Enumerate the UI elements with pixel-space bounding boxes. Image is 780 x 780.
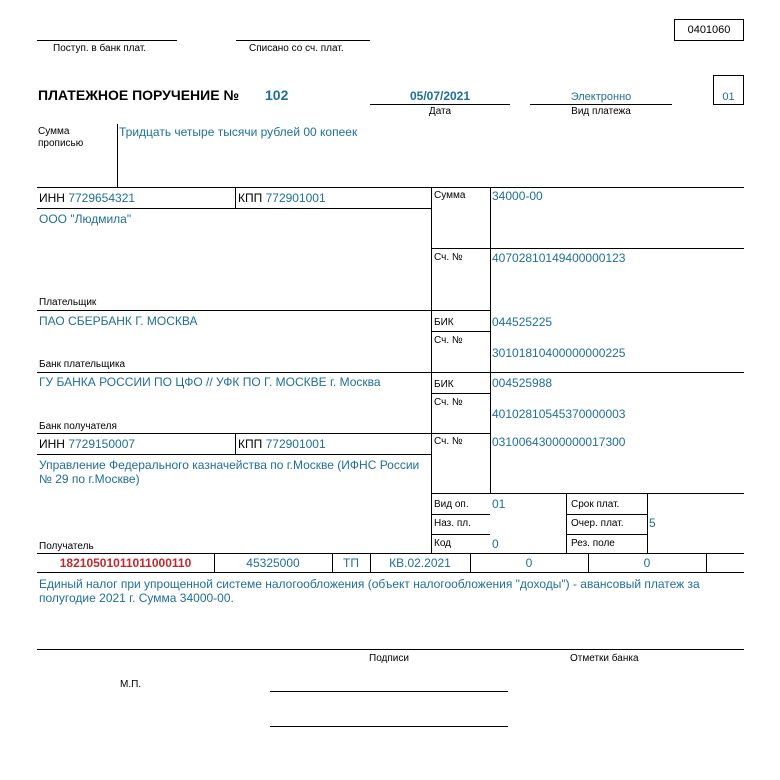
line-208 [37, 208, 431, 209]
tax-oktmo: 45325000 [246, 556, 300, 570]
amount-words-value: Тридцать четыре тысячи рублей 00 копеек [119, 125, 358, 139]
naz-pl-label: Наз. пл. [434, 518, 471, 529]
form-code: 0401060 [687, 24, 731, 36]
tax-period: КВ.02.2021 [389, 556, 451, 570]
amount-value: 34000-00 [492, 189, 543, 203]
payment-type-label: Вид платежа [571, 106, 631, 117]
payer-account-value: 40702810149400000123 [492, 251, 626, 265]
footer-line [37, 649, 744, 650]
recipient-label: Получатель [39, 541, 94, 552]
kod-value: 0 [492, 537, 499, 551]
payment-type-line [530, 104, 672, 105]
op-col-divider-1 [566, 493, 567, 553]
vid-op-label: Вид оп. [434, 499, 469, 510]
recipient-bank-label: Банк получателя [39, 421, 117, 432]
line-514 [431, 514, 490, 515]
label-col-divider [490, 187, 491, 493]
ochered-label: Очер. плат. [571, 518, 624, 529]
document-date: 05/07/2021 [409, 89, 471, 103]
recipient-bank-acc: 40102810545370000003 [492, 407, 626, 421]
line-187 [37, 187, 744, 188]
payer-bank-label: Банк плательщика [39, 359, 126, 370]
recipient-bank-acc-label: Сч. № [434, 397, 463, 408]
rez-label: Рез. поле [571, 538, 615, 549]
signature-line-1 [270, 691, 508, 692]
recipient-inn: ИНН 7729150007 [39, 437, 136, 451]
payer-name: ООО "Людмила" [39, 212, 132, 226]
line-534 [431, 534, 490, 535]
debited-line [236, 40, 370, 41]
status-code: 01 [722, 91, 735, 103]
line-553 [37, 553, 744, 554]
payment-purpose: Единый налог при упрощенной системе налогообложения (объект налогообложения "доходы") - авансовый платеж за полугодие 2021 г. Сумма 34000-00. [39, 577, 700, 605]
debited-label: Списано со сч. плат. [249, 43, 344, 54]
recipient-bank-bik-label: БИК [434, 379, 454, 390]
line-572 [37, 572, 744, 573]
mp-label: М.П. [120, 679, 142, 690]
line-454 [37, 454, 431, 455]
tax-doc-no: 0 [525, 556, 533, 570]
payer-account-label: Сч. № [434, 252, 463, 263]
recipient-acc-label: Сч. № [434, 436, 463, 447]
vid-op-value: 01 [492, 497, 506, 511]
recipient-bank-name: ГУ БАНКА РОССИИ ПО ЦФО // УФК ПО Г. МОСКВЕ г. Москва [39, 375, 381, 389]
payer-bank-name: ПАО СБЕРБАНК Г. МОСКВА [39, 314, 198, 328]
line-372 [37, 372, 744, 373]
tax-kbk: 18210501011011000110 [59, 556, 192, 570]
recipient-acc: 03100643000000017300 [492, 435, 626, 449]
srok-label: Срок плат. [571, 499, 620, 510]
line-514b [566, 514, 647, 515]
amount-label: Сумма [434, 190, 466, 201]
line-433 [37, 433, 490, 434]
recipient-bank-bik: 004525988 [492, 376, 553, 390]
ochered-value: 5 [649, 516, 656, 530]
payer-bank-acc-label: Сч. № [434, 335, 463, 346]
signatures-label: Подписи [369, 653, 409, 664]
payer-kpp: КПП 772901001 [238, 191, 326, 205]
line-331 [431, 331, 490, 332]
amount-words-divider [117, 124, 118, 187]
recipient-name: Управление Федерального казначейства по г.Москве (ИФНС России № 29 по г.Москве) [39, 458, 420, 486]
bank-marks-label: Отметки банка [570, 653, 639, 664]
left-section-right-border [431, 187, 432, 553]
recipient-inn-kpp-divider [235, 433, 236, 454]
received-line [37, 40, 177, 41]
payer-inn-kpp-divider [235, 187, 236, 208]
payer-bank-acc: 30101810400000000225 [492, 346, 626, 360]
line-534b [566, 534, 647, 535]
tax-doc-date: 0 [643, 556, 651, 570]
date-label: Дата [428, 106, 452, 117]
line-310 [37, 310, 490, 311]
date-line [370, 104, 510, 105]
tax-basis: ТП [343, 556, 359, 570]
payment-type: Электронно [570, 91, 632, 103]
payer-label: Плательщик [39, 297, 97, 308]
line-493 [431, 493, 744, 494]
signature-line-2 [270, 726, 508, 727]
recipient-kpp: КПП 772901001 [238, 437, 326, 451]
payer-bank-bik-label: БИК [434, 317, 454, 328]
payer-inn: ИНН 7729654321 [39, 191, 136, 205]
payer-bank-bik: 044525225 [492, 315, 553, 329]
line-248 [431, 248, 744, 249]
received-label: Поступ. в банк плат. [53, 43, 147, 54]
document-number: 102 [265, 87, 289, 103]
page-title: ПЛАТЕЖНОЕ ПОРУЧЕНИЕ № [38, 87, 240, 103]
op-col-divider-2 [647, 493, 648, 553]
kod-label: Код [434, 538, 452, 549]
amount-words-label: Сумма прописью [38, 126, 84, 149]
line-393 [431, 393, 490, 394]
tax-div-6 [706, 553, 707, 572]
